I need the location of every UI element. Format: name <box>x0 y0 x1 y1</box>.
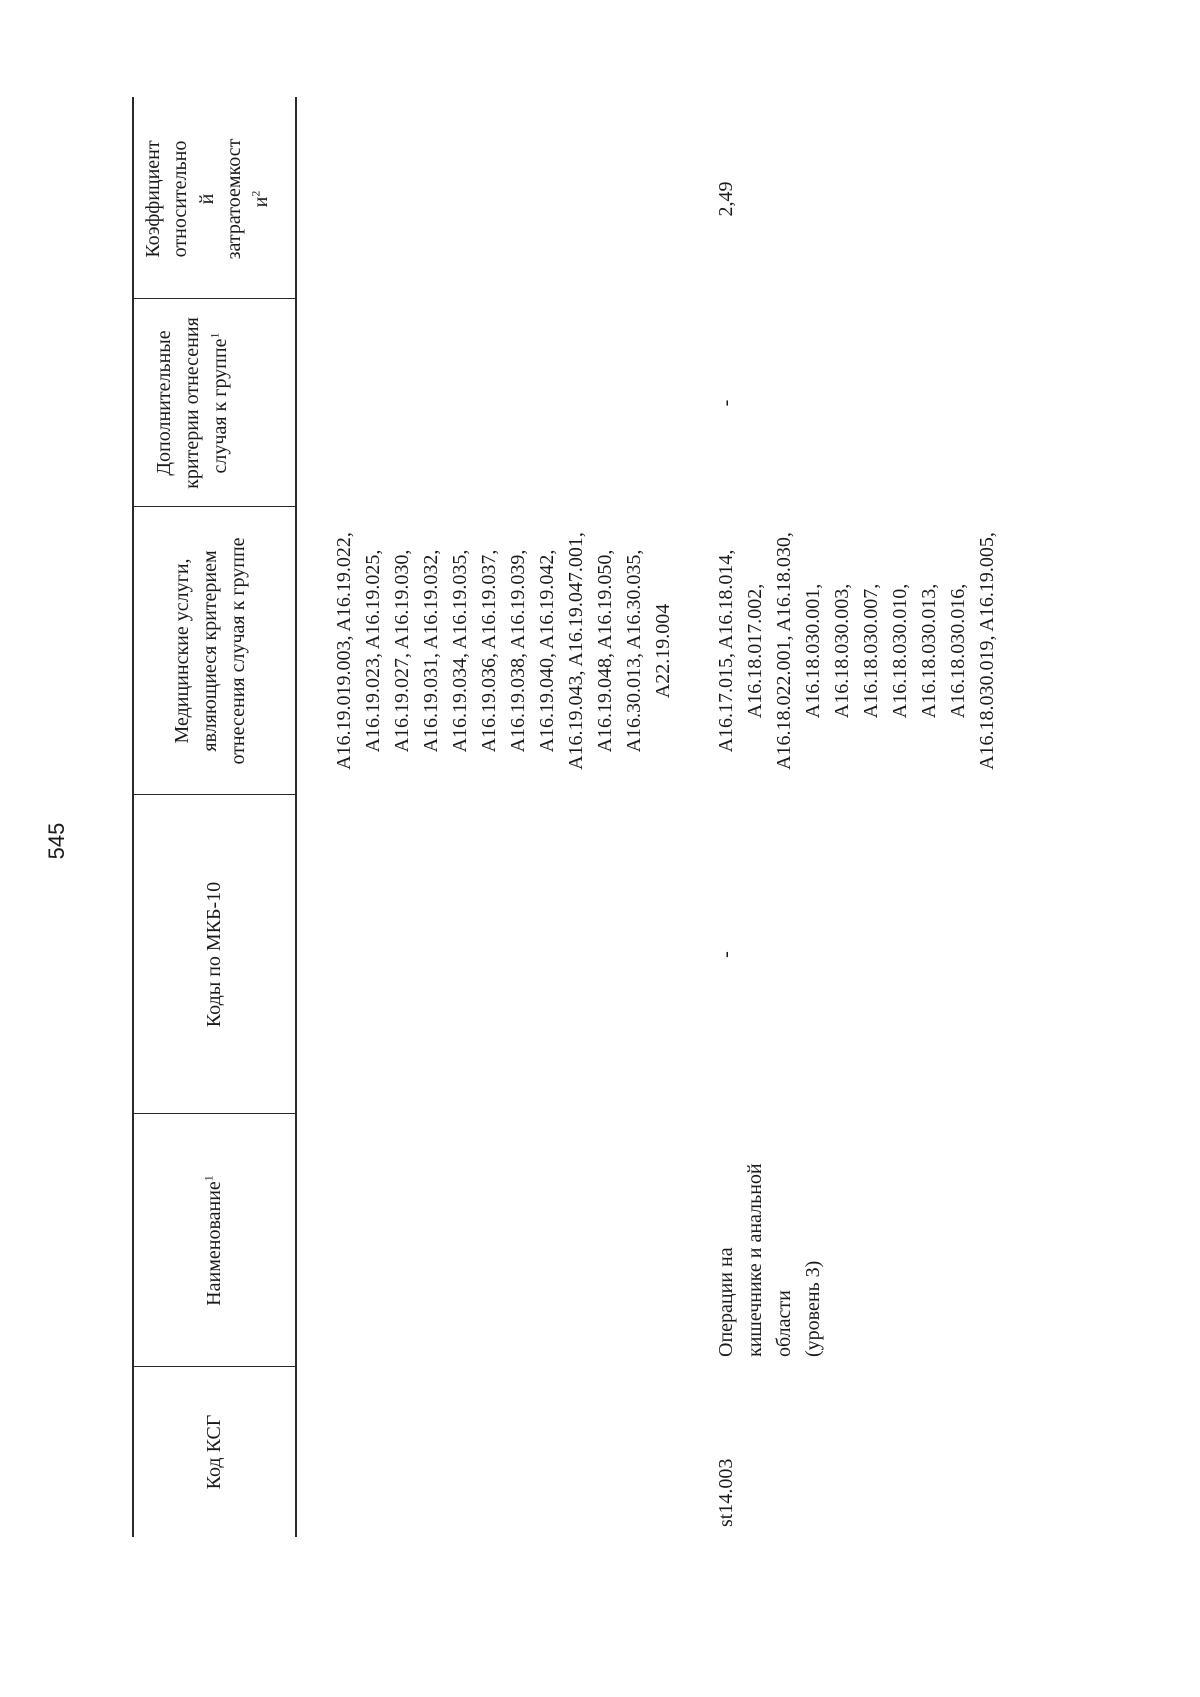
service-codes-line: A16.18.030.007, <box>860 583 882 719</box>
service-codes-line: A16.30.013, A16.30.035, <box>623 549 645 753</box>
service-codes-line: A16.19.031, A16.19.032, <box>420 549 442 753</box>
service-codes-line: A16.19.043, A16.19.047.001, <box>565 532 587 770</box>
service-codes-line: A16.18.030.010, <box>889 583 911 719</box>
row-mkb-codes: - <box>715 951 737 958</box>
service-codes-line: A16.18.022.001, A16.18.030, <box>773 532 795 770</box>
service-codes-line: A16.19.048, A16.19.050, <box>594 549 616 753</box>
service-codes-line: A16.19.040, A16.19.042, <box>536 549 558 753</box>
row-ksg-code: st14.003 <box>715 1458 737 1527</box>
service-codes-line: A16.19.019.003, A16.19.022, <box>333 532 355 770</box>
row-coefficient: 2,49 <box>715 181 737 217</box>
service-codes-line: A16.19.034, A16.19.035, <box>449 549 471 753</box>
table-top-rule <box>132 97 134 1537</box>
header-services: Медицинские услуги, являющиеся критерием отнесения случая к группе <box>171 537 249 765</box>
row-name: Операции на кишечнике и анальной области (уровень 3) <box>715 1163 824 1357</box>
service-codes-line: A16.19.036, A16.19.037, <box>478 549 500 753</box>
row-additional-criteria: - <box>715 399 737 407</box>
header-coefficient: Коэффициент относительно й затратоемкост $и^2$ <box>142 138 272 260</box>
row-services-list <box>712 507 1002 795</box>
page-number: 545 <box>44 822 69 860</box>
service-codes-line: A16.18.017.002, <box>744 583 766 719</box>
header-code: Код КСГ <box>203 1414 225 1490</box>
header-mkb: Коды по МКБ-10 <box>203 881 225 1028</box>
continuation-services-list <box>330 507 678 795</box>
service-codes-line: A22.19.004 <box>652 603 674 699</box>
service-codes-line: A16.17.015, A16.18.014, <box>715 549 737 753</box>
service-codes-line: A16.18.030.001, <box>802 583 824 719</box>
header-name: Наименование$^1$ <box>201 1175 225 1306</box>
service-codes-line: A16.19.027, A16.19.030, <box>391 549 413 753</box>
header-bottom-rule <box>295 97 297 1537</box>
service-codes-line: A16.18.030.003, <box>831 583 853 719</box>
header-criteria: Дополнительные критерии отнесения случая к группе$^1$ <box>153 317 231 489</box>
service-codes-line: A16.19.038, A16.19.039, <box>507 549 529 753</box>
service-codes-line: A16.18.030.016, <box>947 583 969 719</box>
service-codes-line: A16.19.023, A16.19.025, <box>362 549 384 753</box>
service-codes-line: A16.18.030.019, A16.19.005, <box>976 532 998 770</box>
service-codes-line: A16.18.030.013, <box>918 583 940 719</box>
